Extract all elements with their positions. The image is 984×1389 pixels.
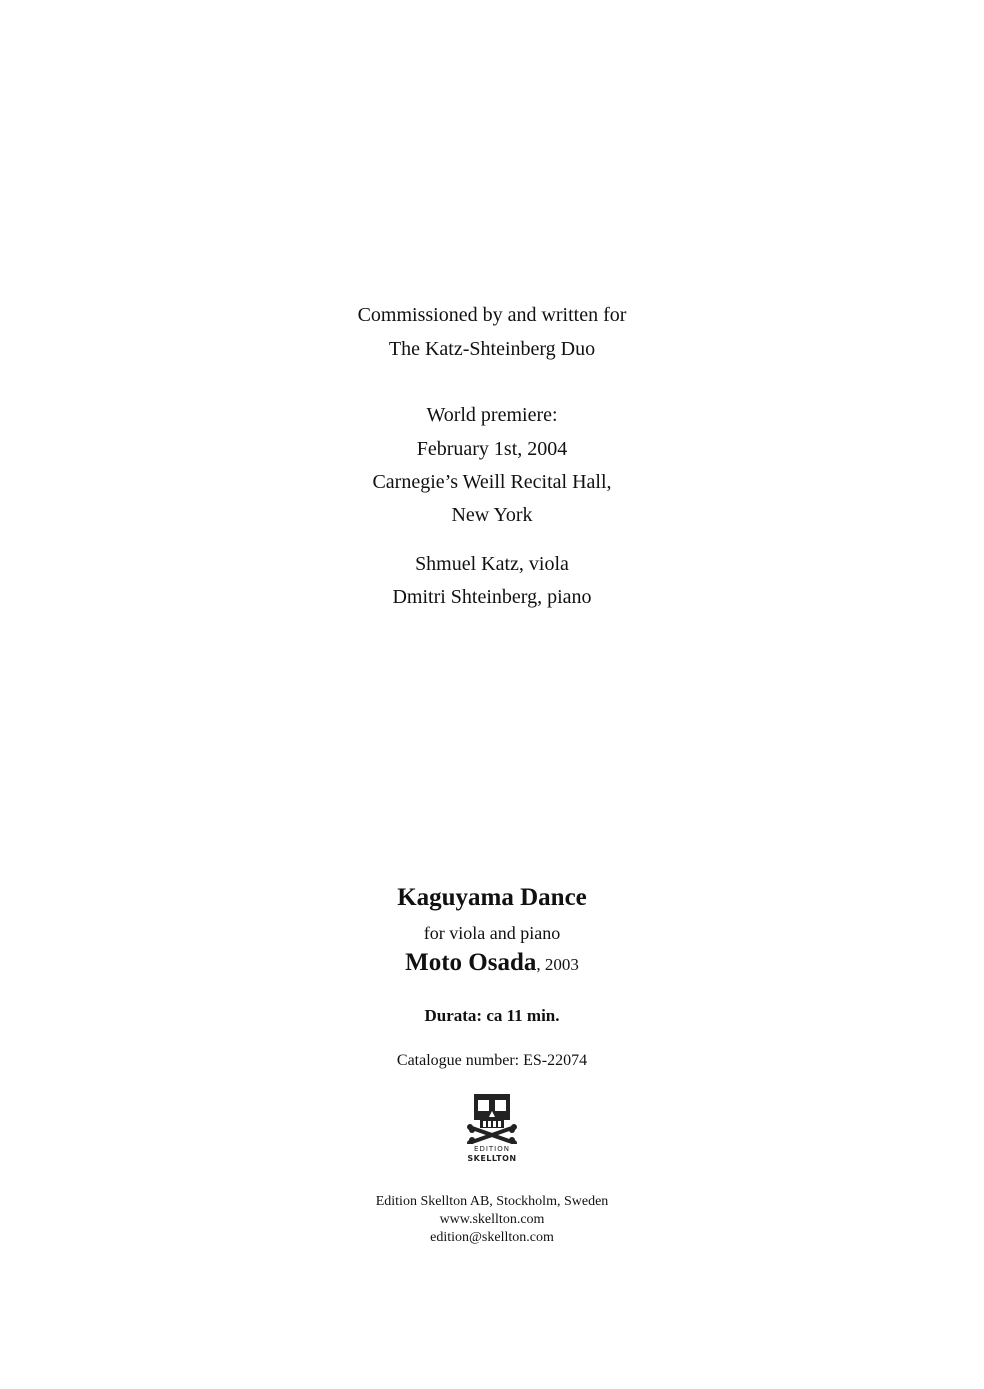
performer-viola: Shmuel Katz, viola — [415, 553, 569, 575]
composition-year: , 2003 — [536, 955, 579, 974]
logo-text-skellton: SKELLTON — [467, 1154, 517, 1163]
catalogue-number: Catalogue number: ES-22074 — [396, 1052, 588, 1069]
premiere-date: February 1st, 2004 — [416, 438, 568, 460]
premiere-heading: World premiere: — [426, 404, 558, 426]
dedication-line-1: Commissioned by and written for — [357, 304, 627, 326]
edition-skellton-logo — [462, 1092, 522, 1166]
work-title: Kaguyama Dance — [397, 884, 587, 911]
logo-text-edition: EDITION — [474, 1145, 510, 1153]
premiere-venue: Carnegie’s Weill Recital Hall, — [372, 471, 612, 493]
duration: Durata: ca 11 min. — [424, 1006, 560, 1025]
composer-line — [0, 949, 984, 977]
composer-name: Moto Osada — [405, 949, 537, 976]
skull-crossbones-icon — [462, 1092, 522, 1144]
work-instrumentation: for viola and piano — [423, 923, 561, 943]
publisher-email: edition@skellton.com — [430, 1230, 554, 1245]
premiere-city: New York — [451, 504, 533, 526]
dedication-line-2: The Katz-Shteinberg Duo — [388, 338, 596, 360]
publisher-address: Edition Skellton AB, Stockholm, Sweden — [375, 1194, 609, 1209]
publisher-website: www.skellton.com — [439, 1212, 545, 1227]
performer-piano: Dmitri Shteinberg, piano — [392, 586, 592, 608]
